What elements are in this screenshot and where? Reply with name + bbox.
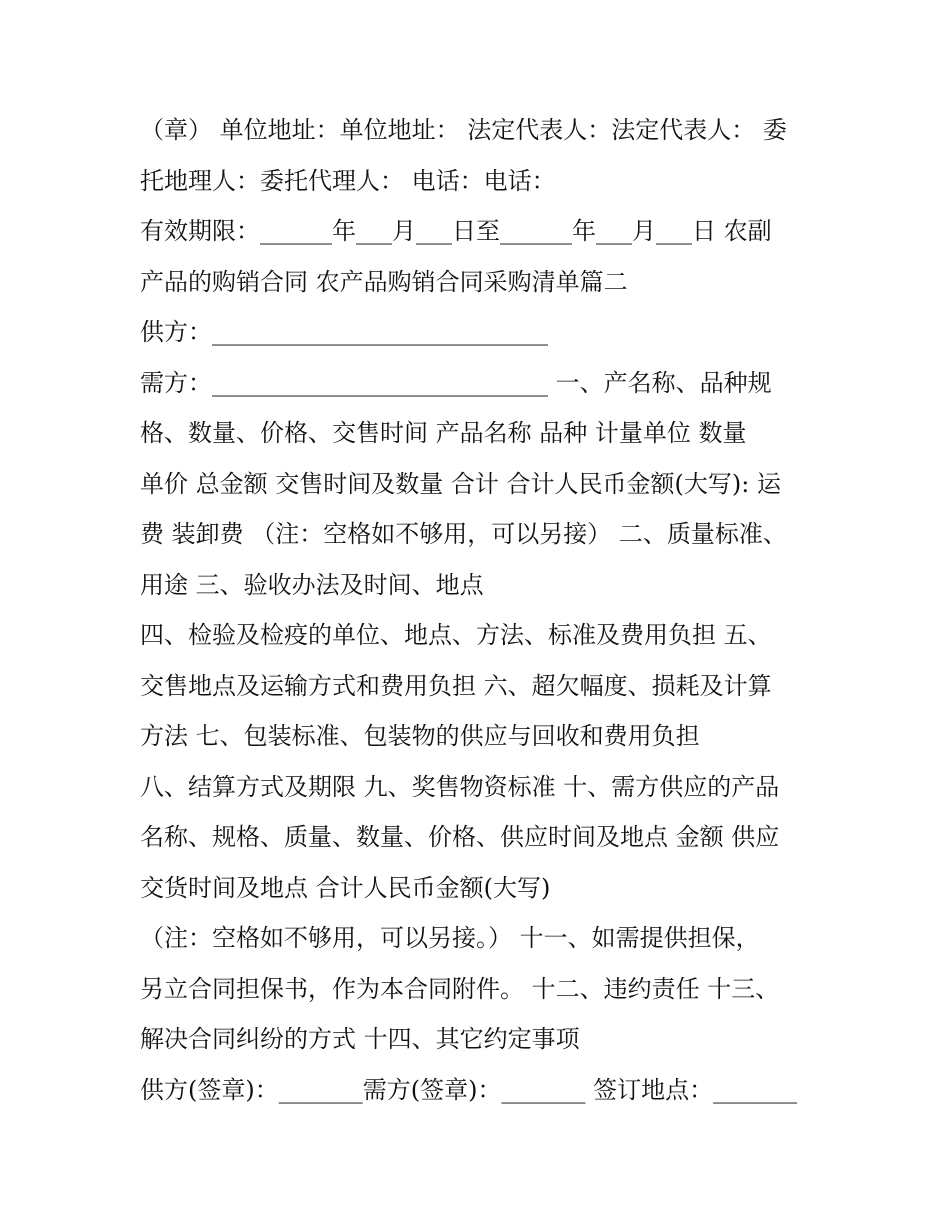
text-line-20: 供方(签章)：_______需方(签章)：_______ 签订地点：_______	[140, 1075, 798, 1104]
text-line-18: 另立合同担保书，作为本合同附件。 十二、违约责任 十三、	[140, 974, 780, 1003]
text-line-1: （章） 单位地址：单位地址： 法定代表人：法定代表人： 委	[140, 116, 787, 144]
text-line-14: 八、结算方式及期限 九、奖售物资标准 十、需方供应的产品	[140, 772, 780, 801]
text-line-9: 费 装卸费 （注：空格如不够用，可以另接） 二、质量标准、	[140, 520, 787, 548]
text-line-13: 方法 七、包装标准、包装物的供应与回收和费用负担	[140, 722, 700, 750]
text-line-2: 托地理人：委托代理人： 电话：电话：	[140, 166, 556, 195]
text-line-5: 供方：____________________________	[140, 318, 548, 346]
text-line-12: 交售地点及运输方式和费用负担 六、超欠幅度、损耗及计算	[140, 671, 772, 700]
text-line-15: 名称、规格、质量、数量、价格、供应时间及地点 金额 供应	[140, 823, 780, 851]
text-line-4: 产品的购销合同 农产品购销合同采购清单篇二	[140, 267, 628, 296]
contract-text	[140, 105, 820, 1115]
text-line-11: 四、检验及检疫的单位、地点、方法、标准及费用负担 五、	[140, 621, 772, 649]
text-line-10: 用途 三、验收办法及时间、地点	[140, 570, 484, 599]
text-line-6: 需方：____________________________ 一、产名称、品种规	[140, 368, 772, 397]
text-line-16: 交货时间及地点 合计人民币金额(大写)	[140, 873, 551, 902]
text-line-17: （注：空格如不够用，可以另接。） 十一、如需提供担保，	[140, 924, 760, 952]
text-line-8: 单价 总金额 交售时间及数量 合计 合计人民币金额(大写): 运	[140, 469, 781, 498]
text-line-19: 解决合同纠纷的方式 十四、其它约定事项	[140, 1025, 580, 1053]
text-line-3: 有效期限：______年___月___日至______年___月___日 农副	[140, 217, 772, 245]
text-line-7: 格、数量、价格、交售时间 产品名称 品种 计量单位 数量	[140, 419, 747, 447]
